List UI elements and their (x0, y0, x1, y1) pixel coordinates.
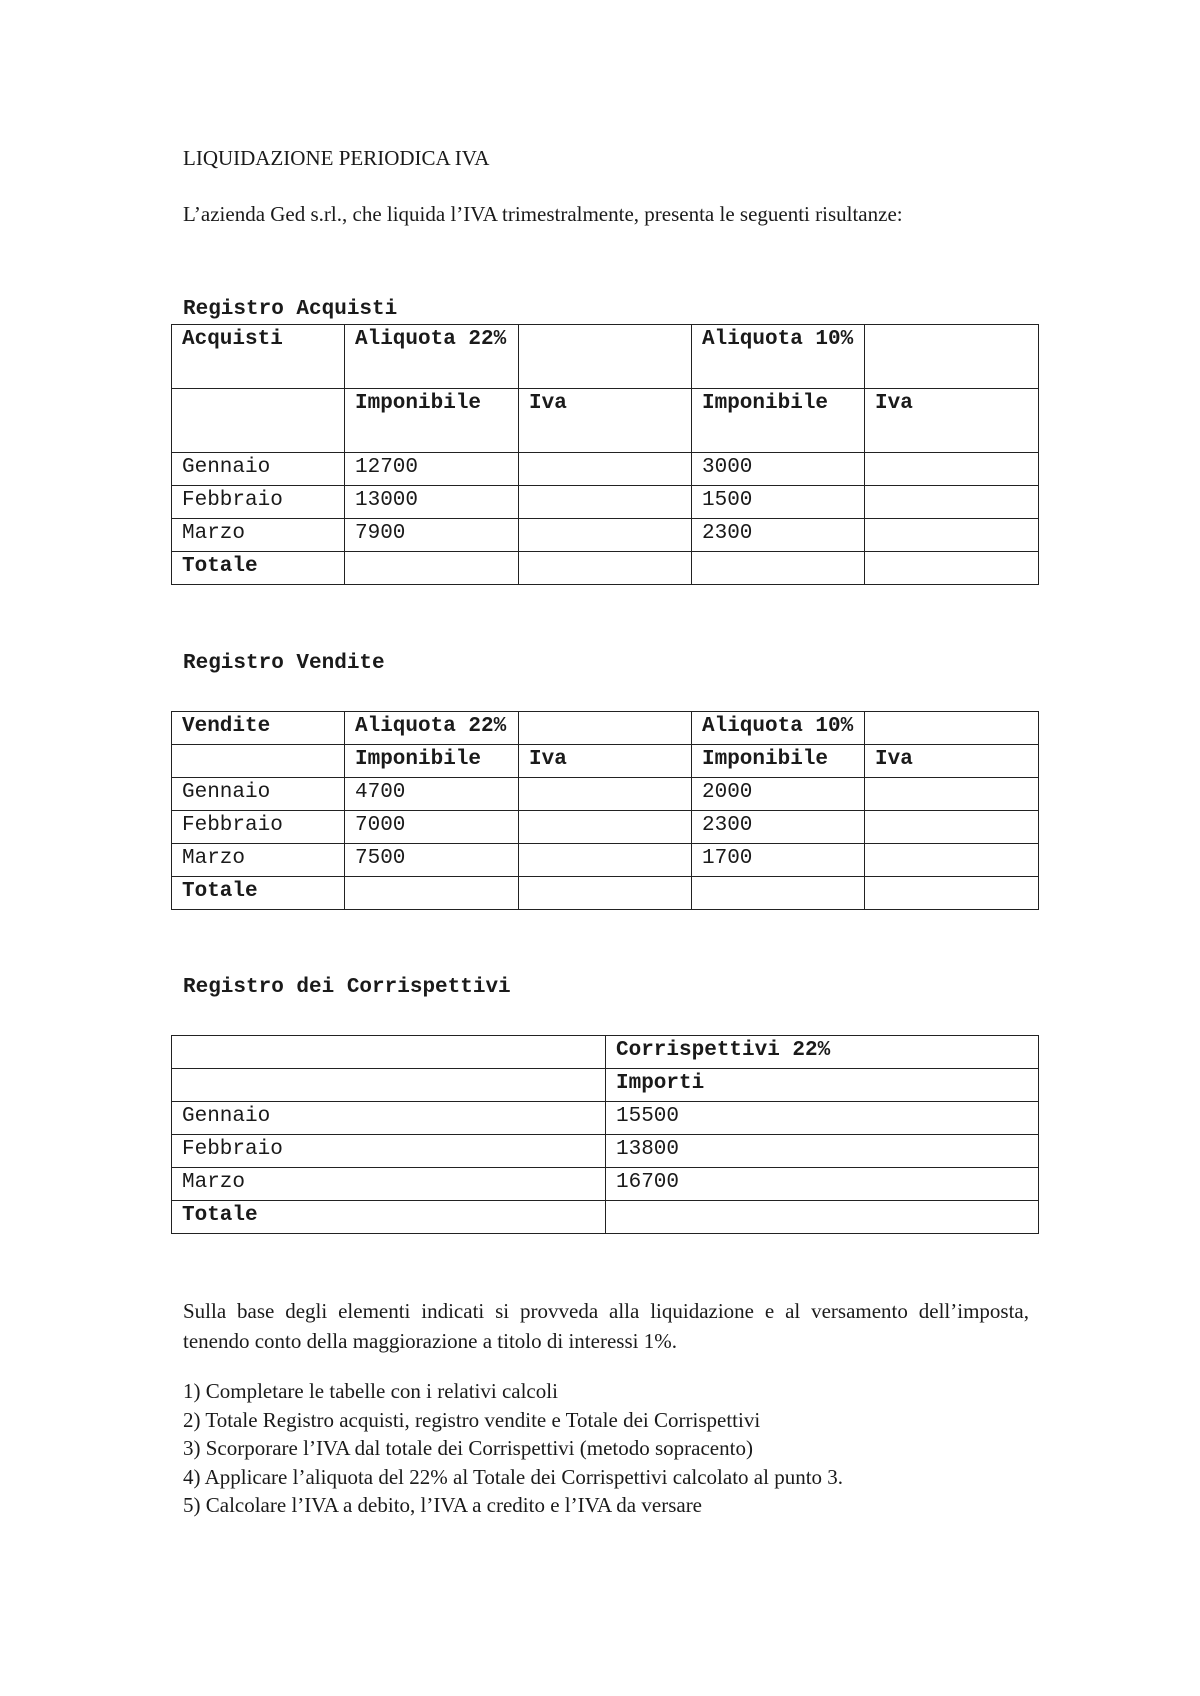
table-cell (519, 552, 692, 585)
table-cell: Totale (172, 552, 345, 585)
table-cell (865, 453, 1039, 486)
table-cell (345, 552, 519, 585)
table-cell: Corrispettivi 22% (606, 1036, 1039, 1069)
table-cell: Iva (519, 745, 692, 778)
corrispettivi-table (171, 1035, 1039, 1234)
task-list (183, 1377, 843, 1520)
table-cell: 2300 (692, 519, 865, 552)
corrispettivi-heading: Registro dei Corrispettivi (183, 976, 511, 999)
document-title: LIQUIDAZIONE PERIODICA IVA (183, 146, 490, 170)
table-cell: Totale (172, 1201, 606, 1234)
table-cell (519, 811, 692, 844)
list-item: 1) Completare le tabelle con i relativi calcoli (183, 1379, 558, 1403)
table-cell: Aliquota 10% (692, 712, 865, 745)
table-cell: Imponibile (692, 745, 865, 778)
table-cell (172, 1069, 606, 1102)
table-cell: Vendite (172, 712, 345, 745)
table-cell: Imponibile (692, 389, 865, 453)
table-cell: 16700 (606, 1168, 1039, 1201)
table-cell: Iva (865, 389, 1039, 453)
table-cell: Marzo (172, 844, 345, 877)
table-row (172, 519, 1039, 552)
table-cell (692, 552, 865, 585)
table-cell: 7500 (345, 844, 519, 877)
table-cell (865, 552, 1039, 585)
table-cell: 4700 (345, 778, 519, 811)
table-cell: Acquisti (172, 325, 345, 389)
table-row (172, 1135, 1039, 1168)
table-cell: Iva (865, 745, 1039, 778)
table-cell (692, 877, 865, 910)
table-row (172, 811, 1039, 844)
table-row (172, 1168, 1039, 1201)
table-cell: Gennaio (172, 1102, 606, 1135)
acquisti-heading: Registro Acquisti (183, 298, 398, 321)
table-cell (519, 453, 692, 486)
list-item: 3) Scorporare l’IVA dal totale dei Corrispettivi (metodo sopracento) (183, 1436, 753, 1460)
table-cell (519, 486, 692, 519)
table-cell (519, 877, 692, 910)
list-item: 5) Calcolare l’IVA a debito, l’IVA a credito e l’IVA da versare (183, 1493, 703, 1517)
table-cell: 7000 (345, 811, 519, 844)
table-cell: 12700 (345, 453, 519, 486)
table-cell: Gennaio (172, 453, 345, 486)
table-cell: Gennaio (172, 778, 345, 811)
table-cell: 15500 (606, 1102, 1039, 1135)
table-cell (519, 712, 692, 745)
table-cell (519, 778, 692, 811)
table-cell: Iva (519, 389, 692, 453)
table-cell (865, 778, 1039, 811)
table-cell: Febbraio (172, 486, 345, 519)
table-cell: 13800 (606, 1135, 1039, 1168)
table-cell (172, 389, 345, 453)
table-cell (865, 811, 1039, 844)
table-cell: Marzo (172, 519, 345, 552)
instructions-paragraph: Sulla base degli elementi indicati si provveda alla liquidazione e al versamento dell’imposta, tenendo conto della maggiorazione a titolo di interessi 1%. (183, 1299, 1029, 1353)
table-cell (865, 486, 1039, 519)
table-total-row (172, 1201, 1039, 1234)
table-row (172, 486, 1039, 519)
table-cell: Aliquota 10% (692, 325, 865, 389)
table-cell (865, 519, 1039, 552)
vendite-heading: Registro Vendite (183, 652, 385, 675)
table-cell: Imponibile (345, 745, 519, 778)
table-cell: 1700 (692, 844, 865, 877)
table-row (172, 844, 1039, 877)
intro-text: L’azienda Ged s.rl., che liquida l’IVA trimestralmente, presenta le seguenti risultanze: (183, 202, 903, 226)
list-item: 4) Applicare l’aliquota del 22% al Totale dei Corrispettivi calcolato al punto 3. (183, 1464, 844, 1489)
table-cell: Febbraio (172, 1135, 606, 1168)
table-cell (865, 877, 1039, 910)
acquisti-table (171, 324, 1039, 585)
table-cell: Aliquota 22% (345, 712, 519, 745)
table-cell (606, 1201, 1039, 1234)
table-cell (172, 1036, 606, 1069)
table-cell: Febbraio (172, 811, 345, 844)
table-cell (865, 325, 1039, 389)
table-cell: Aliquota 22% (345, 325, 519, 389)
table-cell: 2000 (692, 778, 865, 811)
vendite-table (171, 711, 1039, 910)
list-item: 2) Totale Registro acquisti, registro vendite e Totale dei Corrispettivi (183, 1407, 761, 1432)
table-total-row (172, 877, 1039, 910)
table-cell (519, 519, 692, 552)
table-row (172, 453, 1039, 486)
table-cell: 3000 (692, 453, 865, 486)
table-cell (172, 745, 345, 778)
table-cell: Marzo (172, 1168, 606, 1201)
table-cell (865, 712, 1039, 745)
table-cell: Imponibile (345, 389, 519, 453)
table-cell (345, 877, 519, 910)
table-cell (865, 844, 1039, 877)
table-cell (519, 325, 692, 389)
table-row (172, 1102, 1039, 1135)
table-cell: 13000 (345, 486, 519, 519)
table-cell: Importi (606, 1069, 1039, 1102)
table-cell (519, 844, 692, 877)
table-cell: 7900 (345, 519, 519, 552)
table-cell: 2300 (692, 811, 865, 844)
table-cell: 1500 (692, 486, 865, 519)
table-row (172, 778, 1039, 811)
table-total-row (172, 552, 1039, 585)
table-cell: Totale (172, 877, 345, 910)
